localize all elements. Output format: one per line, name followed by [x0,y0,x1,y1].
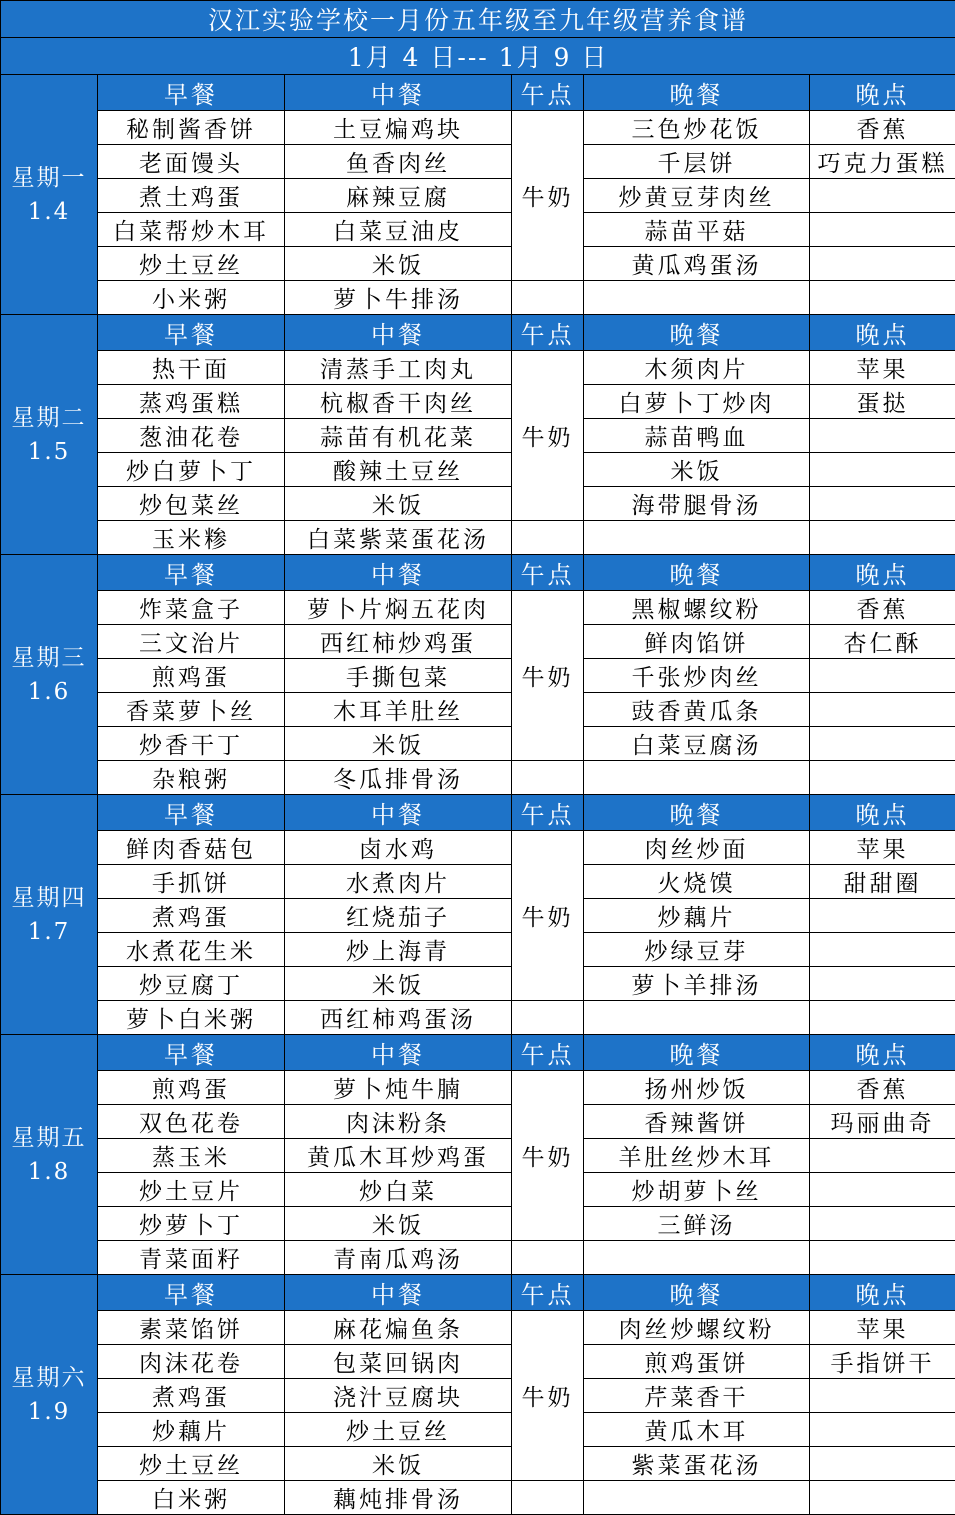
menu-row [1,213,955,247]
dinner-item: 扬州炒饭 [584,1071,810,1105]
menu-body [1,1,955,1515]
menu-row [1,1001,955,1035]
menu-row [1,693,955,727]
lunch-item: 清蒸手工肉丸 [285,351,512,385]
breakfast-item: 煎鸡蛋 [98,1071,285,1105]
night-snack-item [810,693,955,727]
header-night-snack: 晚点 [810,315,955,351]
night-snack-item [810,419,955,453]
menu-row [1,1447,955,1481]
lunch-item: 米饭 [285,1447,512,1481]
menu-row [1,899,955,933]
dinner-item: 海带腿骨汤 [584,487,810,521]
header-night-snack: 晚点 [810,75,955,111]
menu-row [1,1241,955,1275]
dinner-item: 黄瓜木耳 [584,1413,810,1447]
night-snack-item [810,1447,955,1481]
menu-row [1,385,955,419]
menu-row [1,1379,955,1413]
header-noon-snack: 午点 [512,1035,584,1071]
menu-row [1,179,955,213]
weekday-label: 星期二 [1,401,97,435]
lunch-item: 麻辣豆腐 [285,179,512,213]
breakfast-item: 煎鸡蛋 [98,659,285,693]
breakfast-item: 双色花卷 [98,1105,285,1139]
breakfast-item: 炒萝卜丁 [98,1207,285,1241]
dinner-item: 三鲜汤 [584,1207,810,1241]
dinner-item: 炒绿豆芽 [584,933,810,967]
dinner-item: 紫菜蛋花汤 [584,1447,810,1481]
weekday-label: 星期五 [1,1121,97,1155]
header-breakfast: 早餐 [98,1035,285,1071]
header-night-snack: 晚点 [810,795,955,831]
dinner-item: 千张炒肉丝 [584,659,810,693]
dinner-item: 火烧馍 [584,865,810,899]
header-breakfast: 早餐 [98,795,285,831]
header-lunch: 中餐 [285,795,512,831]
night-snack-item [810,1001,955,1035]
dinner-item: 蒜苗平菇 [584,213,810,247]
lunch-item: 西红柿炒鸡蛋 [285,625,512,659]
dinner-item: 黑椒螺纹粉 [584,591,810,625]
lunch-item: 土豆煸鸡块 [285,111,512,145]
header-breakfast: 早餐 [98,555,285,591]
night-snack-item: 香蕉 [810,591,955,625]
night-snack-item [810,179,955,213]
lunch-item: 卤水鸡 [285,831,512,865]
weekday-label: 星期三 [1,641,97,675]
breakfast-item: 炒豆腐丁 [98,967,285,1001]
dinner-item: 木须肉片 [584,351,810,385]
header-breakfast: 早餐 [98,75,285,111]
header-breakfast: 早餐 [98,1275,285,1311]
night-snack-item: 玛丽曲奇 [810,1105,955,1139]
night-snack-item: 杏仁酥 [810,625,955,659]
menu-row [1,247,955,281]
weekday-label: 星期六 [1,1361,97,1395]
breakfast-item: 炒白萝卜丁 [98,453,285,487]
date-label: 1.8 [1,1155,97,1189]
night-snack-item [810,659,955,693]
breakfast-item: 煮土鸡蛋 [98,179,285,213]
lunch-item: 米饭 [285,247,512,281]
night-snack-item [810,1173,955,1207]
lunch-item: 浇汁豆腐块 [285,1379,512,1413]
date-range: 1月 4 日--- 1月 9 日 [1,38,955,75]
menu-row [1,933,955,967]
dinner-item: 肉丝炒面 [584,831,810,865]
lunch-item: 米饭 [285,1207,512,1241]
header-lunch: 中餐 [285,1275,512,1311]
dinner-item: 蒜苗鸭血 [584,419,810,453]
header-dinner: 晚餐 [584,75,810,111]
header-dinner: 晚餐 [584,795,810,831]
breakfast-item: 鲜肉香菇包 [98,831,285,865]
breakfast-item: 炸菜盒子 [98,591,285,625]
breakfast-item: 三文治片 [98,625,285,659]
breakfast-item: 煮鸡蛋 [98,899,285,933]
lunch-item: 炒白菜 [285,1173,512,1207]
menu-row [1,453,955,487]
lunch-item: 萝卜牛排汤 [285,281,512,315]
breakfast-item: 葱油花卷 [98,419,285,453]
dinner-item: 白菜豆腐汤 [584,727,810,761]
lunch-item: 杭椒香干肉丝 [285,385,512,419]
day-label-cell [1,1035,98,1275]
menu-row [1,351,955,385]
menu-row [1,761,955,795]
night-snack-item [810,1379,955,1413]
menu-row [1,1139,955,1173]
breakfast-item: 蒸鸡蛋糕 [98,385,285,419]
noon-snack-empty [512,761,584,795]
menu-row [1,1345,955,1379]
lunch-item: 白菜豆油皮 [285,213,512,247]
header-noon-snack: 午点 [512,555,584,591]
night-snack-item [810,1139,955,1173]
lunch-item: 肉沫粉条 [285,1105,512,1139]
lunch-item: 鱼香肉丝 [285,145,512,179]
date-label: 1.6 [1,675,97,709]
day-header-row [1,795,955,831]
lunch-item: 酸辣土豆丝 [285,453,512,487]
header-noon-snack: 午点 [512,795,584,831]
dinner-item: 萝卜羊排汤 [584,967,810,1001]
menu-row [1,831,955,865]
night-snack-item [810,933,955,967]
lunch-item: 萝卜炖牛腩 [285,1071,512,1105]
breakfast-item: 蒸玉米 [98,1139,285,1173]
dinner-item: 芹菜香干 [584,1379,810,1413]
night-snack-item: 蛋挞 [810,385,955,419]
dinner-item: 黄瓜鸡蛋汤 [584,247,810,281]
header-lunch: 中餐 [285,315,512,351]
night-snack-item: 苹果 [810,831,955,865]
night-snack-item [810,1207,955,1241]
dinner-item [584,521,810,555]
menu-row [1,967,955,1001]
dinner-item [584,281,810,315]
menu-row [1,1105,955,1139]
menu-row [1,659,955,693]
date-label: 1.7 [1,915,97,949]
date-label: 1.9 [1,1395,97,1429]
night-snack-item [810,899,955,933]
night-snack-item [810,213,955,247]
day-header-row [1,1275,955,1311]
lunch-item: 炒上海青 [285,933,512,967]
breakfast-item: 炒土豆片 [98,1173,285,1207]
dinner-item: 炒藕片 [584,899,810,933]
menu-row [1,487,955,521]
dinner-item: 千层饼 [584,145,810,179]
breakfast-item: 青菜面籽 [98,1241,285,1275]
night-snack-item [810,727,955,761]
breakfast-item: 杂粮粥 [98,761,285,795]
day-header-row [1,315,955,351]
night-snack-item: 手指饼干 [810,1345,955,1379]
breakfast-item: 肉沫花卷 [98,1345,285,1379]
breakfast-item: 煮鸡蛋 [98,1379,285,1413]
header-noon-snack: 午点 [512,75,584,111]
day-header-row [1,555,955,591]
menu-row [1,727,955,761]
menu-row [1,419,955,453]
breakfast-item: 萝卜白米粥 [98,1001,285,1035]
night-snack-item [810,761,955,795]
noon-snack-item: 牛奶 [512,591,584,761]
menu-row [1,145,955,179]
lunch-item: 包菜回锅肉 [285,1345,512,1379]
night-snack-item: 巧克力蛋糕 [810,145,955,179]
lunch-item: 米饭 [285,967,512,1001]
lunch-item: 水煮肉片 [285,865,512,899]
lunch-item: 青南瓜鸡汤 [285,1241,512,1275]
dinner-item: 炒黄豆芽肉丝 [584,179,810,213]
breakfast-item: 白米粥 [98,1481,285,1515]
menu-row [1,521,955,555]
lunch-item: 手撕包菜 [285,659,512,693]
menu-row [1,1071,955,1105]
breakfast-item: 小米粥 [98,281,285,315]
header-noon-snack: 午点 [512,315,584,351]
dinner-item: 煎鸡蛋饼 [584,1345,810,1379]
breakfast-item: 白菜帮炒木耳 [98,213,285,247]
dinner-item: 羊肚丝炒木耳 [584,1139,810,1173]
menu-row [1,1481,955,1515]
menu-row [1,281,955,315]
breakfast-item: 老面馒头 [98,145,285,179]
dinner-item: 香辣酱饼 [584,1105,810,1139]
dinner-item: 鲜肉馅饼 [584,625,810,659]
lunch-item: 黄瓜木耳炒鸡蛋 [285,1139,512,1173]
night-snack-item: 香蕉 [810,111,955,145]
header-night-snack: 晚点 [810,1035,955,1071]
lunch-item: 炒土豆丝 [285,1413,512,1447]
header-lunch: 中餐 [285,1035,512,1071]
breakfast-item: 热干面 [98,351,285,385]
night-snack-item: 甜甜圈 [810,865,955,899]
header-night-snack: 晚点 [810,555,955,591]
day-label-cell [1,315,98,555]
dinner-item [584,1001,810,1035]
day-label-cell [1,795,98,1035]
night-snack-item [810,1241,955,1275]
menu-row [1,1311,955,1345]
menu-title: 汉江实验学校一月份五年级至九年级营养食谱 [1,1,955,38]
lunch-item: 蒜苗有机花菜 [285,419,512,453]
night-snack-item: 香蕉 [810,1071,955,1105]
dinner-item [584,1241,810,1275]
day-header-row [1,1035,955,1071]
header-lunch: 中餐 [285,75,512,111]
header-dinner: 晚餐 [584,1275,810,1311]
header-night-snack: 晚点 [810,1275,955,1311]
breakfast-item: 玉米糁 [98,521,285,555]
breakfast-item: 素菜馅饼 [98,1311,285,1345]
menu-row [1,111,955,145]
noon-snack-item: 牛奶 [512,1311,584,1481]
noon-snack-item: 牛奶 [512,351,584,521]
lunch-item: 藕炖排骨汤 [285,1481,512,1515]
breakfast-item: 水煮花生米 [98,933,285,967]
menu-row [1,1173,955,1207]
night-snack-item: 苹果 [810,351,955,385]
night-snack-item [810,487,955,521]
noon-snack-empty [512,1481,584,1515]
noon-snack-item: 牛奶 [512,1071,584,1241]
night-snack-item [810,1481,955,1515]
lunch-item: 木耳羊肚丝 [285,693,512,727]
dinner-item: 白萝卜丁炒肉 [584,385,810,419]
lunch-item: 冬瓜排骨汤 [285,761,512,795]
menu-row [1,591,955,625]
dinner-item: 炒胡萝卜丝 [584,1173,810,1207]
date-label: 1.4 [1,195,97,229]
date-label: 1.5 [1,435,97,469]
dinner-item: 豉香黄瓜条 [584,693,810,727]
lunch-item: 西红柿鸡蛋汤 [285,1001,512,1035]
header-dinner: 晚餐 [584,555,810,591]
noon-snack-empty [512,1001,584,1035]
breakfast-item: 香菜萝卜丝 [98,693,285,727]
noon-snack-empty [512,281,584,315]
breakfast-item: 手抓饼 [98,865,285,899]
header-noon-snack: 午点 [512,1275,584,1311]
dinner-item [584,1481,810,1515]
day-label-cell [1,75,98,315]
noon-snack-empty [512,521,584,555]
day-label-cell [1,1275,98,1515]
lunch-item: 萝卜片焖五花肉 [285,591,512,625]
header-breakfast: 早餐 [98,315,285,351]
header-lunch: 中餐 [285,555,512,591]
breakfast-item: 炒土豆丝 [98,1447,285,1481]
day-header-row [1,75,955,111]
lunch-item: 米饭 [285,487,512,521]
noon-snack-item: 牛奶 [512,831,584,1001]
breakfast-item: 炒香干丁 [98,727,285,761]
dinner-item: 肉丝炒螺纹粉 [584,1311,810,1345]
breakfast-item: 炒土豆丝 [98,247,285,281]
weekday-label: 星期四 [1,881,97,915]
lunch-item: 麻花煸鱼条 [285,1311,512,1345]
breakfast-item: 炒包菜丝 [98,487,285,521]
night-snack-item [810,521,955,555]
header-dinner: 晚餐 [584,315,810,351]
dinner-item: 米饭 [584,453,810,487]
lunch-item: 红烧茄子 [285,899,512,933]
noon-snack-empty [512,1241,584,1275]
day-label-cell [1,555,98,795]
night-snack-item: 苹果 [810,1311,955,1345]
dinner-item [584,761,810,795]
night-snack-item [810,281,955,315]
breakfast-item: 秘制酱香饼 [98,111,285,145]
noon-snack-item: 牛奶 [512,111,584,281]
night-snack-item [810,453,955,487]
night-snack-item [810,967,955,1001]
lunch-item: 米饭 [285,727,512,761]
menu-row [1,865,955,899]
night-snack-item [810,247,955,281]
weekday-label: 星期一 [1,161,97,195]
menu-row [1,625,955,659]
menu-row [1,1413,955,1447]
dinner-item: 三色炒花饭 [584,111,810,145]
night-snack-item [810,1413,955,1447]
lunch-item: 白菜紫菜蛋花汤 [285,521,512,555]
menu-row [1,1207,955,1241]
header-dinner: 晚餐 [584,1035,810,1071]
breakfast-item: 炒藕片 [98,1413,285,1447]
